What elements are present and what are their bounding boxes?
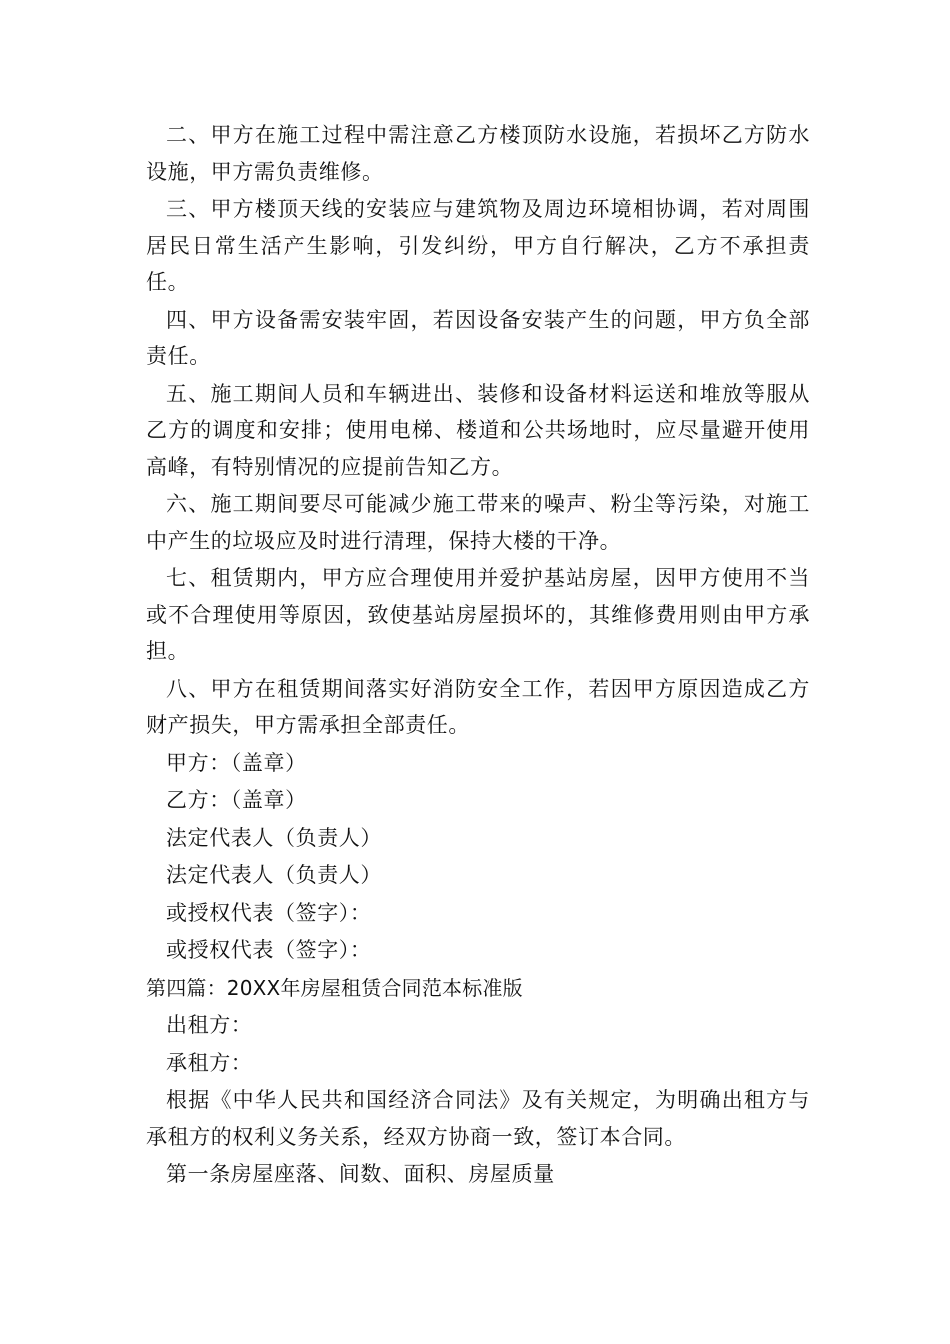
intro-paragraph: 根据《中华人民共和国经济合同法》及有关规定，为明确出租方与承租方的权利义务关系，经双方协商一致，签订本合同。 xyxy=(146,1088,810,1149)
clause-2: 二、甲方在施工过程中需注意乙方楼顶防水设施，若损坏乙方防水设施，甲方需负责维修。 xyxy=(146,123,810,184)
clause-6: 六、施工期间要尽可能减少施工带来的噪声、粉尘等污染，对施工中产生的垃圾应及时进行清理，保持大楼的干净。 xyxy=(146,492,810,553)
legal-representative-b: 法定代表人（负责人） xyxy=(166,863,382,887)
section-heading: 第四篇：20XX年房屋租赁合同范本标准版 xyxy=(146,975,523,1000)
authorized-representative-b: 或授权代表（签字）： xyxy=(166,938,372,962)
clause-5: 五、施工期间人员和车辆进出、装修和设备材料运送和堆放等服从乙方的调度和安排；使用电梯、楼道和公共场地时，应尽量避开使用高峰，有特别情况的应提前告知乙方。 xyxy=(146,381,810,479)
legal-representative-a: 法定代表人（负责人） xyxy=(166,825,382,850)
clause-7: 七、租赁期内，甲方应合理使用并爱护基站房屋，因甲方使用不当或不合理使用等原因，致使基站房屋损坏的，其维修费用则由甲方承担。 xyxy=(146,566,810,663)
party-b-seal: 乙方：（盖章） xyxy=(166,788,307,812)
authorized-representative-a: 或授权代表（签字）： xyxy=(166,900,372,925)
clause-8: 八、甲方在租赁期间落实好消防安全工作，若因甲方原因造成乙方财产损失，甲方需承担全部责任。 xyxy=(146,676,810,737)
document-body xyxy=(146,117,810,1194)
clause-4: 四、甲方设备需安装牢固，若因设备安装产生的问题，甲方负全部责任。 xyxy=(146,307,810,368)
lessee-label: 承租方： xyxy=(166,1050,253,1075)
lessor-label: 出租方： xyxy=(166,1013,253,1037)
party-a-seal: 甲方：（盖章） xyxy=(166,750,307,775)
article-1-title: 第一条房屋座落、间数、面积、房屋质量 xyxy=(166,1162,555,1186)
clause-3: 三、甲方楼顶天线的安装应与建筑物及周边环境相协调，若对周围居民日常生活产生影响，引发纠纷，甲方自行解决，乙方不承担责任。 xyxy=(146,197,810,294)
